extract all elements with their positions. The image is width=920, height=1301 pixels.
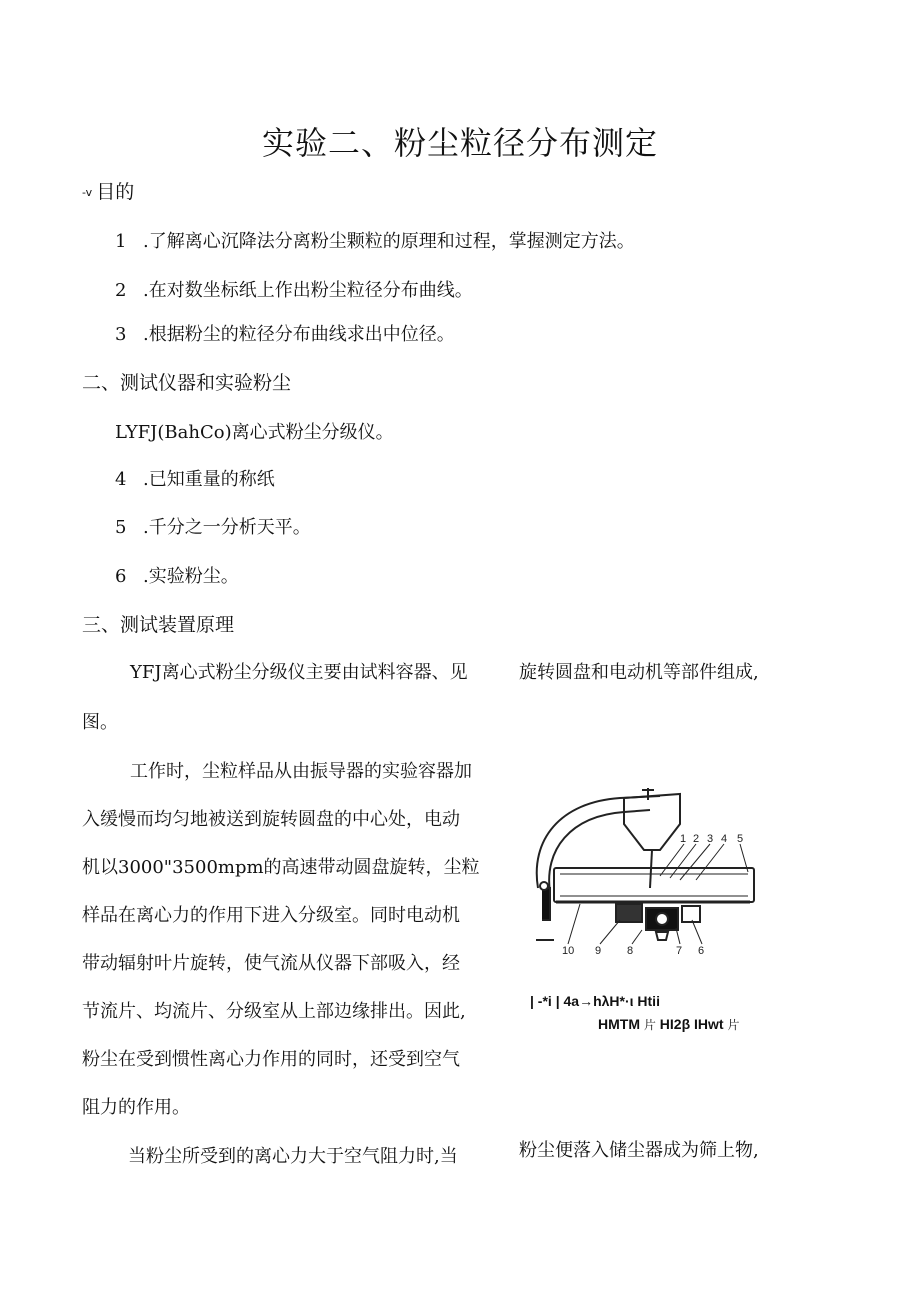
section-3-heading: 三、测试装置原理: [82, 614, 235, 636]
list-item-text: .了解离心沉降法分离粉尘颗粒的原理和过程，掌握测定方法。: [143, 231, 635, 252]
diagram-callout: 5: [737, 833, 744, 845]
paragraph-2-line: 带动辐射叶片旋转，使气流从仪器下部吸入，经: [82, 953, 460, 974]
section-2-heading: 二、测试仪器和实验粉尘: [82, 372, 292, 394]
diagram-callout: 8: [627, 945, 634, 957]
list-item: [115, 465, 275, 491]
list-item-number: 4: [115, 469, 127, 490]
figure-caption-line-1: | -*i | 4a→hλH*·ι Htii: [530, 993, 660, 1009]
page-title: 实验二、粉尘粒径分布测定: [261, 124, 658, 162]
diagram-callout: 10: [562, 945, 575, 957]
paragraph-2-line: 机以3000"3500mpm的高速带动圆盘旋转，尘粒: [82, 857, 480, 878]
section-1-marker: -v: [82, 186, 93, 199]
paragraph-1-right: 旋转圆盘和电动机等部件组成,: [519, 662, 759, 683]
list-item-number: 2: [115, 280, 127, 301]
section-2-intro: LYFJ(BahCo)离心式粉尘分级仪。: [115, 422, 394, 443]
list-item-text: .根据粉尘的粒径分布曲线求出中位径。: [143, 324, 455, 345]
centrifuge-classifier-diagram: [520, 780, 760, 960]
list-item: [115, 513, 311, 539]
list-item: [115, 276, 473, 302]
paragraph-3-left: 当粉尘所受到的离心力大于空气阻力时,当: [128, 1146, 458, 1167]
diagram-callout: 6: [698, 945, 705, 957]
list-item-number: 1: [115, 231, 127, 252]
paragraph-1-continued: 图。: [82, 712, 118, 733]
paragraph-2-line: 工作时，尘粒样品从由振导器的实验容器加: [130, 761, 472, 782]
diagram-callout: 1: [680, 833, 687, 845]
paragraph-1-left: YFJ离心式粉尘分级仪主要由试料容器、见: [130, 662, 468, 683]
list-item-text: .在对数坐标纸上作出粉尘粒径分布曲线。: [143, 280, 473, 301]
paragraph-2-line: 样品在离心力的作用下进入分级室。同时电动机: [82, 905, 460, 926]
list-item-text: .实验粉尘。: [143, 566, 239, 587]
caption-fragment: HI2β IHwt: [659, 1016, 724, 1032]
diagram-callout: 9: [595, 945, 602, 957]
list-item-text: .千分之一分析天平。: [143, 517, 311, 538]
caption-fragment: HMTM: [598, 1016, 640, 1032]
diagram-callout: 4: [721, 833, 728, 845]
list-item-number: 6: [115, 566, 127, 587]
caption-fragment: 片: [643, 1018, 656, 1032]
diagram-callout: 3: [707, 833, 714, 845]
diagram-callout: 7: [676, 945, 683, 957]
list-item-number: 5: [115, 517, 127, 538]
list-item-text: .已知重量的称纸: [143, 469, 275, 490]
figure-caption-line-2: [598, 1016, 739, 1033]
caption-fragment: 片: [727, 1018, 740, 1032]
list-item: [115, 227, 635, 253]
list-item: [115, 562, 239, 588]
paragraph-2-line: 节流片、均流片、分级室从上部边缘排出。因此,: [82, 1001, 466, 1022]
list-item: [115, 320, 455, 346]
paragraph-3-right: 粉尘便落入储尘器成为筛上物,: [519, 1140, 759, 1161]
section-1-heading: [82, 177, 134, 204]
paragraph-2-line: 入缓慢而均匀地被送到旋转圆盘的中心处，电动: [82, 809, 460, 830]
paragraph-2-line: 粉尘在受到惯性离心力作用的同时，还受到空气: [82, 1049, 460, 1070]
list-item-number: 3: [115, 324, 127, 345]
diagram-callout: 2: [693, 833, 700, 845]
paragraph-2-line: 阻力的作用。: [82, 1097, 190, 1118]
section-1-heading-text: 目的: [96, 181, 135, 203]
